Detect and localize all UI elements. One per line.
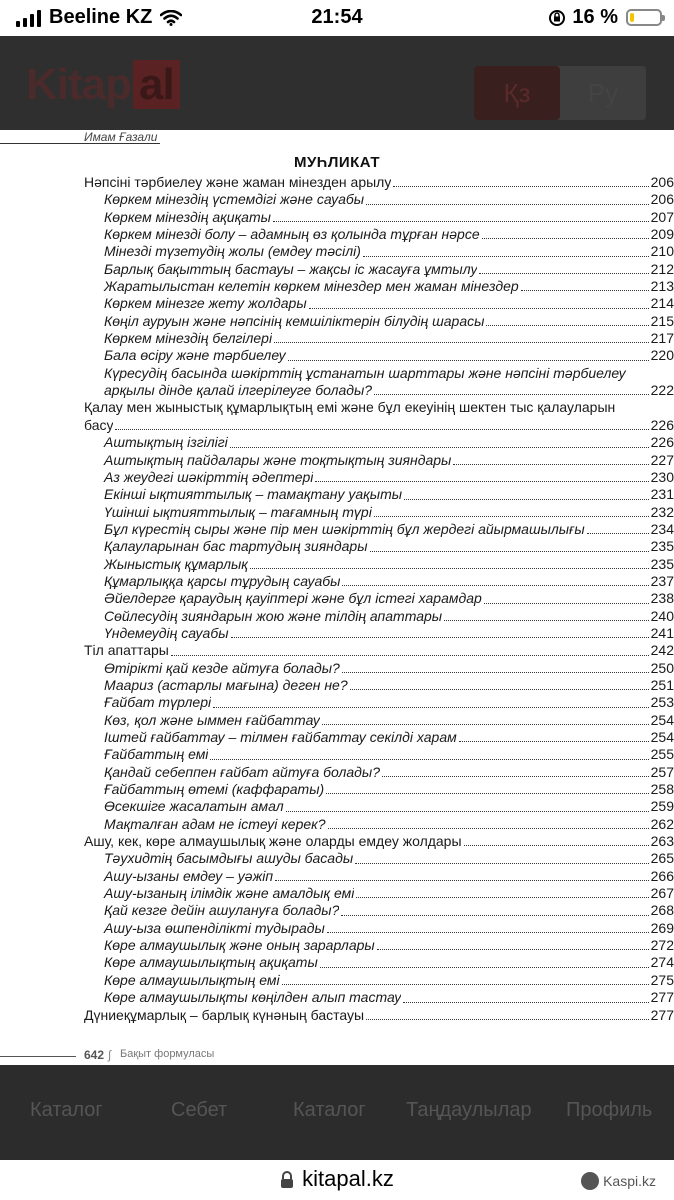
toc-leader xyxy=(275,880,649,881)
toc-subentry xyxy=(84,798,674,815)
toc-entry-line: Қалау мен жыныстық құмарлықтың емі және бұл екеуінің шектен тыс қалауларын xyxy=(84,399,616,416)
toc-page-number: 277 xyxy=(650,989,674,1006)
toc-leader xyxy=(274,342,649,343)
toc-subentry xyxy=(84,538,674,555)
toc-leader xyxy=(231,637,649,638)
toc-leader xyxy=(342,585,648,586)
toc-leader xyxy=(315,481,648,482)
toc-entry-text: Ғайбаттың емі xyxy=(104,746,209,763)
toc-subentry xyxy=(84,278,674,295)
toc-page-number: 235 xyxy=(650,538,674,555)
toc-subentry xyxy=(84,261,674,278)
logo-text-b: al xyxy=(133,60,180,109)
toc-page-number: 258 xyxy=(650,781,674,798)
toc-leader xyxy=(382,776,649,777)
toc-entry-text: Көре алмаушылық және оның зарарлары xyxy=(104,937,375,954)
toc-page-number: 222 xyxy=(650,382,674,399)
toc-leader xyxy=(374,516,649,517)
toc-entry-text: Көркем мінезге жету жолдары xyxy=(104,295,307,312)
toc-leader xyxy=(320,967,649,968)
toc-entry xyxy=(84,382,674,399)
toc-page-number: 209 xyxy=(650,226,674,243)
bottom-nav xyxy=(0,1065,674,1160)
toc-page-number: 234 xyxy=(650,520,674,537)
toc-subentry xyxy=(84,989,674,1006)
toc-page-number: 207 xyxy=(650,208,674,225)
toc-subentry xyxy=(84,191,674,208)
toc-page-number: 272 xyxy=(650,937,674,954)
toc-subentry xyxy=(84,452,674,469)
toc-subentry xyxy=(84,868,674,885)
toc-page-number: 255 xyxy=(650,746,674,763)
toc-entry-text: Көркем мінездің белгілері xyxy=(104,330,273,347)
battery-percent: 16 % xyxy=(572,6,618,28)
toc-page-number: 254 xyxy=(650,729,674,745)
toc-page-number: 262 xyxy=(650,815,674,832)
toc-leader xyxy=(213,707,649,708)
toc-leader xyxy=(355,863,649,864)
toc-page-number: 226 xyxy=(650,416,674,433)
nav-favorites[interactable]: Таңдаулылар xyxy=(406,1099,532,1121)
toc-leader xyxy=(350,689,649,690)
toc-entry-text: Қандай себеппен ғайбат айтуға болады? xyxy=(104,763,381,780)
toc-leader xyxy=(464,845,649,846)
toc-leader xyxy=(393,186,648,187)
toc-leader xyxy=(282,984,649,985)
toc-subentry xyxy=(84,937,674,954)
toc-page-number: 267 xyxy=(650,885,674,902)
toc-leader xyxy=(486,325,648,326)
toc-page-number: 275 xyxy=(650,971,674,988)
toc-page-number: 277 xyxy=(650,1006,674,1023)
nav-catalog-2[interactable]: Каталог xyxy=(293,1099,366,1121)
toc-leader xyxy=(327,932,649,933)
toc-entry-line: Күресудің басында шәкірттің ұстанатын шарттары және нәпсіні тәрбиелеу xyxy=(104,364,626,381)
table-of-contents xyxy=(84,174,674,1024)
toc-page-number: 268 xyxy=(650,902,674,919)
toc-entry-multiline xyxy=(84,399,674,434)
battery-level xyxy=(630,13,634,22)
toc-entry-text: Өсекшіге жасалатын амал xyxy=(104,798,284,815)
toc-entry-text: Іштей ғайбаттау – тілмен ғайбаттау секілді харам xyxy=(104,729,457,745)
toc-subentry xyxy=(84,226,674,243)
toc-leader xyxy=(171,655,649,656)
toc-group-b xyxy=(84,434,674,1024)
lang-ru-button[interactable]: Ру xyxy=(587,77,619,108)
toc-page-number: 251 xyxy=(650,676,674,693)
toc-subentry xyxy=(84,313,674,330)
toc-entry-text: Дүниеқұмарлық – барлық күнәның бастауы xyxy=(84,1006,365,1023)
toc-leader xyxy=(342,672,649,673)
toc-entry-text: Аштықтың ізгілігі xyxy=(104,434,228,451)
toc-subentry xyxy=(84,972,674,989)
toc-leader xyxy=(370,551,649,552)
toc-subentry xyxy=(84,816,674,833)
toc-entry-text: Ашу-ызаны емдеу – уәжіп xyxy=(104,867,274,884)
toc-leader xyxy=(326,793,648,794)
toc-entry-text: Құмарлыққа қарсы тұрудың сауабы xyxy=(104,572,341,589)
toc-entry-text: Қай кезге дейін ашулануға болады? xyxy=(104,902,340,919)
toc-entry-text: Тәухидтің басымдығы ашуды басады xyxy=(104,850,354,867)
toc-page-number: 240 xyxy=(650,607,674,624)
carrier-name: Beeline KZ xyxy=(49,6,153,28)
toc-entry-text: Ғайбат түрлері xyxy=(104,694,212,711)
status-right xyxy=(548,6,662,29)
toc-entry-text: Аз жеудегі шәкірттің әдептері xyxy=(104,468,314,485)
toc-page-number: 210 xyxy=(650,243,674,260)
toc-leader xyxy=(484,603,649,604)
toc-page-number: 235 xyxy=(650,555,674,572)
toc-page-number: 217 xyxy=(650,330,674,347)
toc-entry-text: Әйелдерге қараудың қауіптері және бұл істегі харамдар xyxy=(104,590,482,607)
page-author: Имам Ғазали xyxy=(84,130,158,144)
toc-entry-text: Бұл күрестің сыры және пір мен шәкірттің бұл жердегі айырмашылығы xyxy=(104,520,585,537)
toc-leader xyxy=(404,499,649,500)
logo-text-a: Kitap xyxy=(26,60,131,109)
toc-entry-text: Көркем мінезді болу – адамның өз қолында тұрған нәрсе xyxy=(104,226,480,243)
toc-leader xyxy=(377,949,649,950)
toc-leader xyxy=(587,533,649,534)
toc-entry-text: Барлық бақыттың бастауы – жақсы іс жасауға ұмтылу xyxy=(104,260,478,277)
toc-leader xyxy=(363,256,649,257)
toc-entry-text: Мінезді түзетудің жолы (емдеу тәсілі) xyxy=(104,243,361,260)
toc-page-number: 237 xyxy=(650,572,674,589)
toc-leader xyxy=(459,741,649,742)
toc-leader xyxy=(288,360,649,361)
toc-page-number: 238 xyxy=(650,590,674,607)
url-text: kitapal.kz xyxy=(302,1166,394,1191)
toc-entry-text: Үндемеудің сауабы xyxy=(104,624,229,641)
toc-entry xyxy=(84,417,674,434)
toc-page-number: 230 xyxy=(650,468,674,485)
toc-subentry xyxy=(84,902,674,919)
toc-leader xyxy=(482,238,649,239)
rotation-lock-icon xyxy=(548,9,566,27)
toc-subentry xyxy=(84,625,674,642)
toc-entry-text: Көре алмаушылықтың емі xyxy=(104,971,280,988)
book-page xyxy=(0,130,674,1065)
toc-entry-text: Ашу-ыза өшпенділікті тудырады xyxy=(104,919,325,936)
toc-page-number: 220 xyxy=(650,347,674,364)
toc-leader xyxy=(521,290,649,291)
toc-page-number: 253 xyxy=(650,694,674,711)
site-logo[interactable] xyxy=(26,60,180,110)
toc-subentry xyxy=(84,434,674,451)
toc-entry-text: Көре алмаушылықты көңілден алып тастау xyxy=(104,989,402,1006)
page-title: МУҺЛИКАТ xyxy=(293,154,381,171)
toc-leader xyxy=(115,429,648,430)
toc-entry-text: Жыныстық құмарлық xyxy=(104,555,248,572)
lock-icon xyxy=(280,1171,294,1189)
toc-subentry xyxy=(84,209,674,226)
toc-entry-text: Тіл апаттары xyxy=(84,642,169,659)
toc-leader xyxy=(309,308,649,309)
toc-page-number: 263 xyxy=(650,833,674,850)
toc-leader xyxy=(444,620,649,621)
footer-page-number: 642 xyxy=(84,1048,105,1062)
toc-leader xyxy=(230,447,649,448)
toc-page-number: 226 xyxy=(650,434,674,451)
toc-subentry xyxy=(84,486,674,503)
footer-book-title: Бақыт формуласы xyxy=(120,1048,215,1060)
toc-entry-multiline xyxy=(84,365,674,400)
toc-entry xyxy=(84,642,674,659)
toc-subentry xyxy=(84,729,674,746)
toc-subentry xyxy=(84,660,674,677)
toc-leader xyxy=(273,221,649,222)
toc-entry-text: Үшінші ықтияттылық – тағамның түрі xyxy=(104,503,372,520)
toc-leader xyxy=(453,464,648,465)
toc-entry-text: Екінші ықтияттылық – тамақтану уақыты xyxy=(104,486,403,503)
toc-subentry xyxy=(84,746,674,763)
language-switcher xyxy=(474,66,646,120)
toc-page-number: 215 xyxy=(650,312,674,329)
toc-entry xyxy=(84,174,674,191)
toc-subentry xyxy=(84,694,674,711)
toc-entry-text: арқылы дінде қалай ілгерілеуге болады? xyxy=(104,382,373,399)
toc-leader xyxy=(210,759,648,760)
toc-leader xyxy=(366,204,649,205)
status-bar xyxy=(0,0,674,36)
toc-subentry xyxy=(84,556,674,573)
toc-entry-text: Сөйлесудің зияндарын жою және тілдің апаттары xyxy=(104,607,443,624)
toc-leader xyxy=(356,897,648,898)
toc-entry-text: Ашу-ызаның ілімдік және амалдық емі xyxy=(104,885,355,902)
toc-entry-text: Жаратылыстан келетін көркем мінездер мен жаман мінездер xyxy=(104,278,519,295)
toc-page-number: 206 xyxy=(650,174,674,190)
toc-entry xyxy=(84,833,674,850)
toc-leader xyxy=(366,1019,649,1020)
browser-bar xyxy=(0,1160,674,1200)
toc-entry-text: Көркем мінездің үстемдігі және сауабы xyxy=(104,191,365,208)
toc-subentry xyxy=(84,885,674,902)
toc-subentry xyxy=(84,295,674,312)
toc-leader xyxy=(328,828,649,829)
toc-entry-text: Өтірікті қай кезде айтуға болады? xyxy=(104,659,340,676)
toc-entry-text: Көз, қол және ыммен ғайбаттау xyxy=(104,711,320,728)
toc-leader xyxy=(374,394,649,395)
toc-entry-text: Маариз (астарлы мағына) деген не? xyxy=(104,676,348,693)
toc-page-number: 266 xyxy=(650,867,674,884)
toc-entry-text: Қалауларынан бас тартудың зияндары xyxy=(104,538,368,555)
toc-subentry xyxy=(84,608,674,625)
toc-subentry xyxy=(84,781,674,798)
toc-subentry xyxy=(84,764,674,781)
toc-entry-text: Нәпсіні тәрбиелеу және жаман мінезден арылу xyxy=(84,174,392,190)
toc-entry-text: Көре алмаушылықтың ақиқаты xyxy=(104,954,318,971)
nav-profile[interactable]: Профиль xyxy=(566,1099,653,1121)
toc-page-number: 265 xyxy=(650,850,674,867)
toc-page-number: 250 xyxy=(650,659,674,676)
author-rule xyxy=(0,143,160,144)
toc-page-number: 269 xyxy=(650,919,674,936)
toc-page-number: 206 xyxy=(650,191,674,208)
toc-leader xyxy=(403,1002,648,1003)
address-bar[interactable] xyxy=(0,1166,674,1192)
toc-subentry xyxy=(84,243,674,260)
toc-subentry xyxy=(84,954,674,971)
kaspi-watermark xyxy=(581,1172,656,1190)
footer-separator: ∫ xyxy=(108,1048,112,1062)
toc-page-number: 214 xyxy=(650,295,674,312)
battery-icon xyxy=(626,9,662,26)
toc-leader xyxy=(250,568,649,569)
toc-entry-text: Аштықтың пайдалары және тоқтықтың зияндары xyxy=(104,451,452,468)
toc-leader xyxy=(322,724,649,725)
toc-leader xyxy=(341,915,648,916)
toc-entry-text: Мақталған адам не істеуі керек? xyxy=(104,815,326,832)
lang-kz-button[interactable]: Қз xyxy=(474,66,560,120)
footer-rule xyxy=(0,1056,76,1057)
toc-entry-text: Көңіл ауруын және нәпсінің кемшіліктерін білудің шарасы xyxy=(104,312,485,329)
toc-subentry xyxy=(84,504,674,521)
toc-page-number: 231 xyxy=(650,486,674,503)
toc-entry-text: Ғайбаттың өтемі (каффараты) xyxy=(104,781,325,798)
toc-subentry xyxy=(84,347,674,364)
toc-subentry xyxy=(84,330,674,347)
app-header xyxy=(0,36,674,130)
toc-entry-text: басу xyxy=(84,416,114,433)
toc-subentry xyxy=(84,469,674,486)
watermark-text: Kaspi.kz xyxy=(603,1173,656,1189)
toc-subentry xyxy=(84,573,674,590)
toc-page-number: 259 xyxy=(650,798,674,815)
toc-subentry xyxy=(84,521,674,538)
toc-group-a xyxy=(84,174,674,365)
toc-entry-text: Ашу, кек, көре алмаушылық және оларды емдеу жолдары xyxy=(84,833,462,850)
toc-page-number: 213 xyxy=(650,278,674,295)
toc-page-number: 241 xyxy=(650,624,674,641)
kaspi-icon xyxy=(581,1172,599,1190)
toc-page-number: 274 xyxy=(650,954,674,971)
toc-leader xyxy=(286,811,649,812)
toc-subentry xyxy=(84,712,674,729)
toc-entry-text: Бала өсіру және тәрбиелеу xyxy=(104,347,286,364)
nav-cart[interactable]: Себет xyxy=(171,1099,228,1121)
toc-subentry xyxy=(84,850,674,867)
toc-entry-text: Көркем мінездің ақиқаты xyxy=(104,208,271,225)
toc-entry xyxy=(84,1007,674,1024)
toc-subentry xyxy=(84,920,674,937)
toc-page-number: 212 xyxy=(650,260,674,277)
toc-page-number: 257 xyxy=(650,763,674,780)
toc-subentry xyxy=(84,677,674,694)
nav-catalog[interactable]: Каталог xyxy=(30,1099,103,1121)
toc-page-number: 254 xyxy=(650,711,674,728)
toc-subentry xyxy=(84,590,674,607)
toc-page-number: 227 xyxy=(650,451,674,468)
toc-page-number: 242 xyxy=(650,642,674,659)
clock: 21:54 xyxy=(311,6,363,28)
toc-leader xyxy=(479,273,648,274)
toc-page-number: 232 xyxy=(650,503,674,520)
